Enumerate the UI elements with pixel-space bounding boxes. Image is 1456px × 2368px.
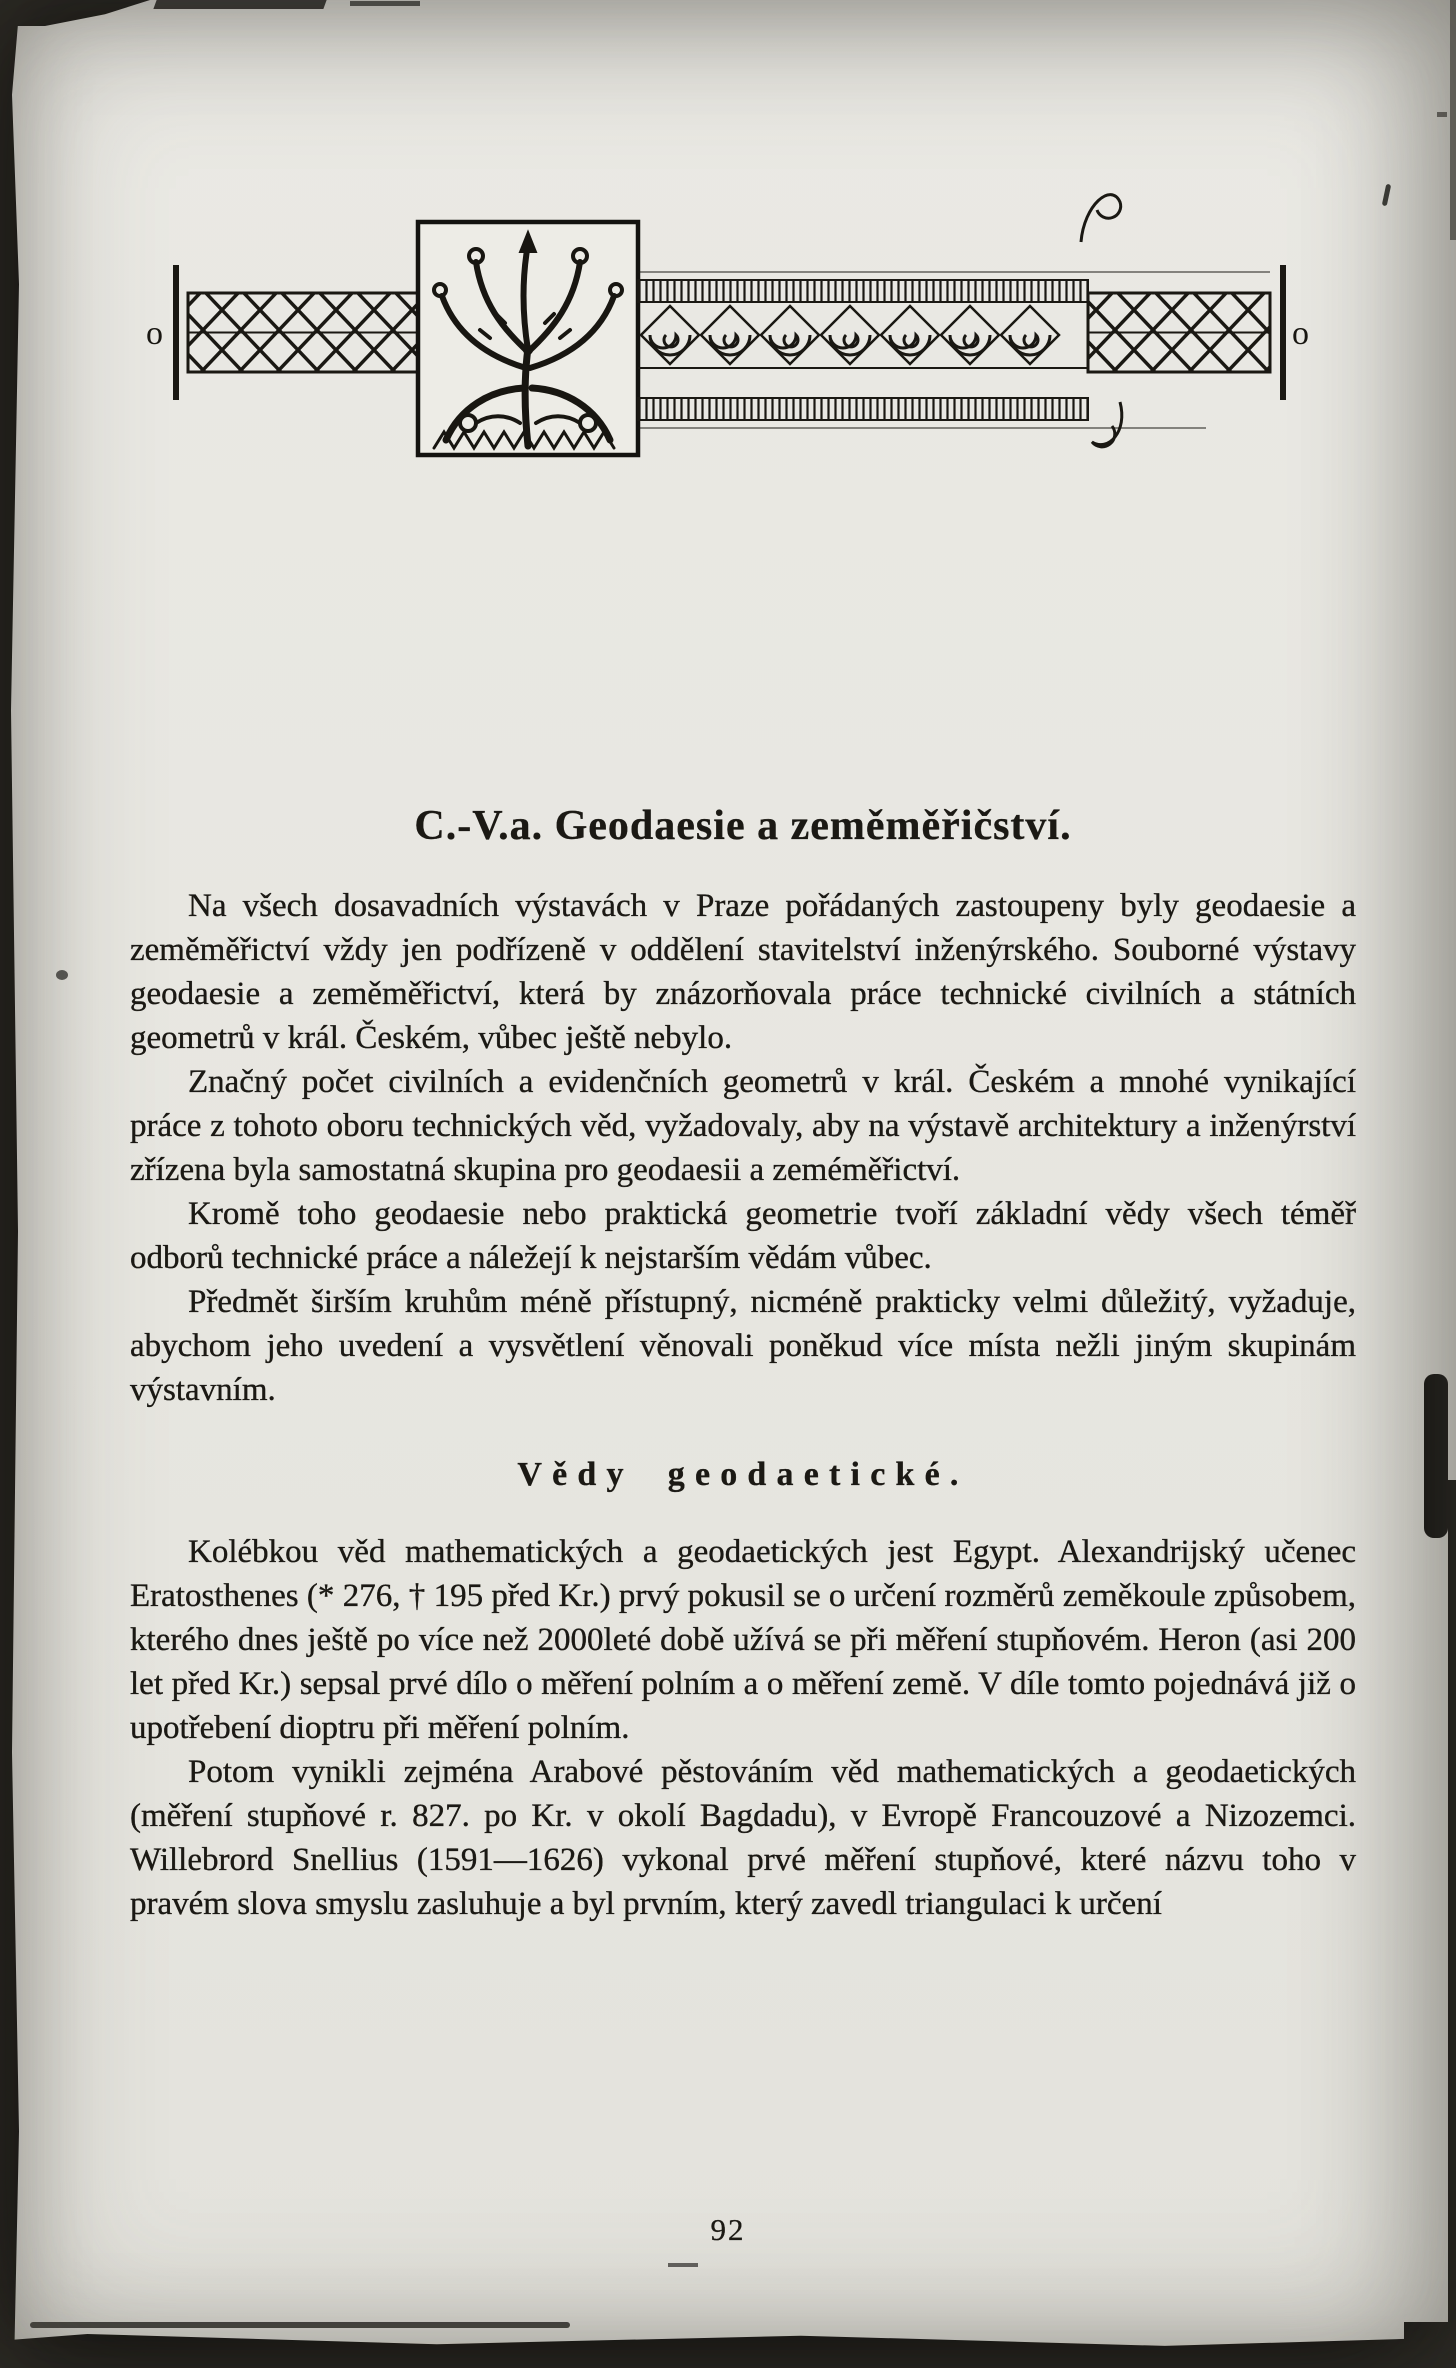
ornament-left-bar — [173, 265, 179, 400]
scan-corner-bottom-right — [1404, 2322, 1456, 2368]
body-paragraph: Kromě toho geodaesie nebo praktická geometrie tvoří základní vědy všech téměř odborů technické práce a náležejí k nejstarším vědám vůbec. — [130, 1196, 1356, 1276]
scan-mark — [153, 0, 326, 9]
scan-speck — [56, 970, 68, 980]
scan-edge-right — [1450, 0, 1456, 240]
body-paragraph: Kolébkou věd mathematických a geodaetických jest Egypt. Alexandrijský učenec Eratosthenes (* 276, † 195 před Kr.) prvý pokusil se o určení rozměrů zeměkoule způsobem, kterého dnes ještě po více než 2000leté době užívá se při měření stupňovém. Heron (asi 200 let před Kr.) sepsal prvé dílo o měření polním a o měření země. V díle tomto pojednává již o upotřebení dioptru při měření polním. — [130, 1534, 1356, 1746]
ornament-right-lattice-panel — [1088, 293, 1270, 372]
scan-corner-top-left — [0, 0, 150, 26]
section-heading: Vědy geodaetické. — [517, 1456, 969, 1493]
scan-speck — [668, 2263, 698, 2267]
body-paragraph: Značný počet civilních a evidenčních geometrů v král. Českém a mnohé vynikající práce z tohoto oboru technických věd, vyžadovaly, aby na výstavě architektury a inženýrství zřízena byla samostatná skupina pro geodaesii a zeméměřictví. — [130, 1064, 1356, 1188]
body-paragraph: Na všech dosavadních výstavách v Praze pořádaných zastoupeny byly geodaesie a zeměměřictví vždy jen podřízeně v oddělení stavitelství inženýrského. Souborné výstavy geodaesie a zeměměřictví, která by znázorňovala práce technické civilních a státních geometrů v král. Českém, vůbec ještě nebylo. — [130, 888, 1356, 1056]
scan-mark — [350, 1, 420, 6]
page-number: 92 — [710, 2212, 746, 2247]
ornament-graphic — [146, 150, 1310, 470]
chapter-title: C.-V.a. Geodaesie a zeměměřičství. — [414, 803, 1072, 849]
band-end-curl-top — [1081, 195, 1121, 242]
scan-speck — [1437, 112, 1447, 117]
body-paragraph: Předmět širším kruhům méně přístupný, nicméně prakticky velmi důležitý, vyžaduje, abychom jeho uvedení a vysvětlení věnovali poněkud více místa nežli jiným skupinám výstavním. — [130, 1284, 1356, 1408]
page-body — [130, 802, 1356, 1926]
scan-edge-bottom — [0, 2334, 1456, 2368]
band-end-curl-bottom — [1092, 402, 1122, 447]
ornament-palmette-box — [418, 222, 638, 455]
scan-mark-right-bar — [1424, 1374, 1448, 1538]
scan-edge-left — [0, 0, 20, 2368]
body-paragraph: Potom vynikli zejména Arabové pěstováním věd mathematických a geodaetických (měření stupňové r. 827. po Kr. v okolí Bagdadu), v Evropě Francouzové a Nizozemci. Willebrord Snellius (1591—1626) vykonal prvé měření stupňové, které názvu toho v pravém slova smyslu zasluhuje a byl prvním, který zavedl triangulaci k určení — [130, 1754, 1356, 1922]
ornament-left-mark: o — [146, 315, 163, 352]
ornament-right-mark: o — [1292, 315, 1309, 352]
ornament-left-lattice-panel — [188, 293, 418, 372]
scan-mark — [30, 2322, 570, 2328]
header-ornament — [146, 150, 1310, 470]
ornament-right-bar — [1280, 265, 1286, 400]
scan-speck — [1382, 184, 1391, 207]
